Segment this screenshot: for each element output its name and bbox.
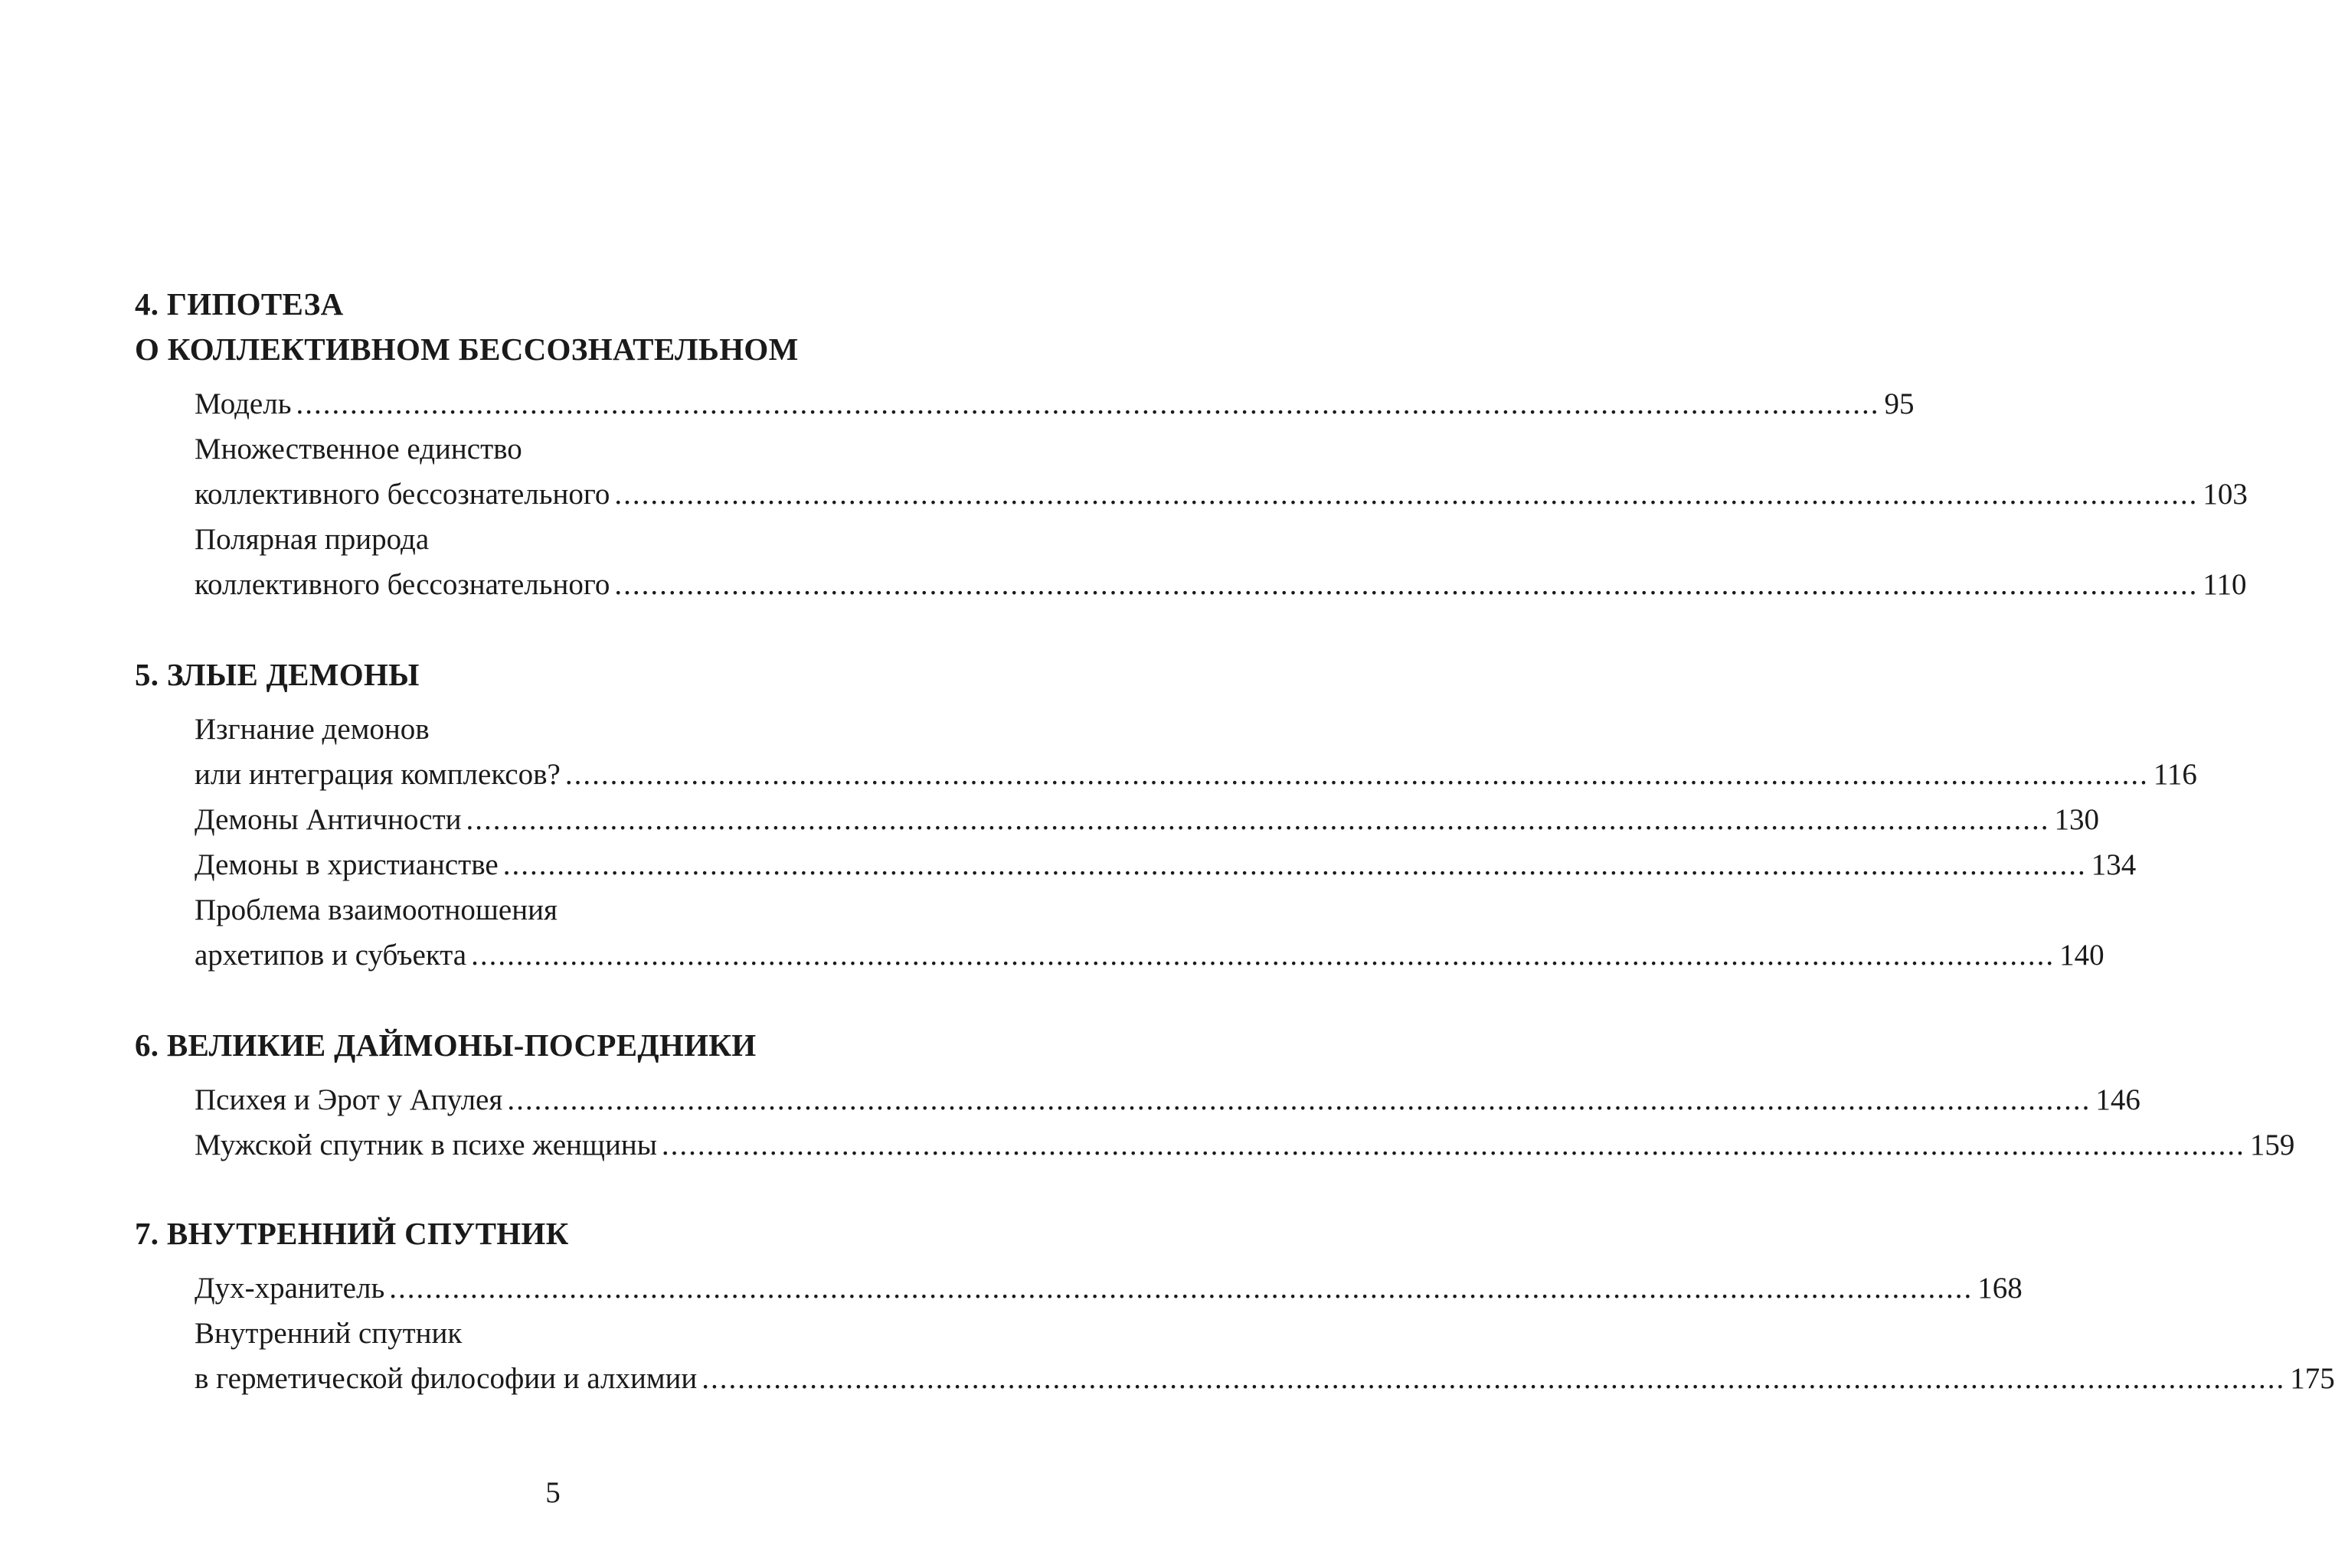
toc-entry-guardian-spirit[interactable] [195, 1266, 2023, 1311]
chapter-5-title: 5. ЗЛЫЕ ДЕМОНЫ [135, 657, 420, 692]
toc-entry-exorcism[interactable] [195, 752, 2197, 797]
dot-leader: ................................................................................................................................................................................ [296, 387, 1880, 420]
toc-entry-archetypes-subject[interactable] [195, 933, 2104, 978]
toc-entry-demons-christianity[interactable] [195, 842, 2137, 887]
toc-entry-page: 175 [2290, 1362, 2335, 1395]
dot-leader: ................................................................................................................................................................................ [701, 1362, 2286, 1395]
toc-entry-page: 103 [2203, 478, 2248, 511]
chapter-4-title-line1: 4. ГИПОТЕЗА [135, 286, 344, 322]
toc-entry-text: коллективного бессознательного [195, 568, 610, 601]
chapter-6-title: 6. ВЕЛИКИЕ ДАЙМОНЫ-ПОСРЕДНИКИ [135, 1027, 757, 1063]
dot-leader: ................................................................................................................................................................................ [502, 848, 2087, 881]
dot-leader: ................................................................................................................................................................................ [564, 758, 2149, 791]
toc-entry-text-line1: Внутренний спутник [195, 1317, 463, 1350]
toc-entry-page: 168 [1977, 1272, 2023, 1305]
toc-entry-text-line1: Проблема взаимоотношения [195, 893, 558, 926]
toc-entry-text: Демоны в христианстве [195, 848, 499, 881]
dot-leader: ................................................................................................................................................................................ [507, 1083, 2091, 1116]
toc-entry-psyche-eros[interactable] [195, 1077, 2140, 1122]
toc-entry-page: 134 [2091, 848, 2137, 881]
toc-entry-text-line1: Множественное единство [195, 433, 522, 466]
chapter-4-title-line2: О КОЛЛЕКТИВНОМ БЕССОЗНАТЕЛЬНОМ [135, 332, 799, 367]
toc-entry-text: Мужской спутник в психе женщины [195, 1129, 657, 1161]
toc-entry-page: 130 [2054, 803, 2100, 836]
toc-entry-demons-antiquity[interactable] [195, 797, 2100, 842]
dot-leader: ................................................................................................................................................................................ [661, 1129, 2245, 1161]
toc-entry-text: Дух-хранитель [195, 1272, 385, 1305]
toc-entry-text-line1: Изгнание демонов [195, 713, 430, 746]
toc-entry-text-line1: Полярная природа [195, 523, 430, 556]
toc-entry-multiple-unity[interactable] [195, 472, 2248, 517]
toc-entry-text: коллективного бессознательного [195, 478, 610, 511]
toc-entry-text: архетипов и субъекта [195, 939, 467, 972]
toc-entry-page: 116 [2153, 758, 2197, 791]
toc-entry-page: 159 [2249, 1129, 2295, 1161]
toc-entry-text: Модель [195, 387, 292, 420]
dot-leader: ................................................................................................................................................................................ [466, 803, 2050, 836]
toc-entry-male-companion[interactable] [195, 1122, 2295, 1168]
page-number: 5 [545, 1476, 561, 1509]
chapter-7-title: 7. ВНУТРЕННИЙ СПУТНИК [135, 1216, 569, 1251]
toc-entry-model[interactable] [195, 381, 1915, 426]
dot-leader: ................................................................................................................................................................................ [614, 478, 2199, 511]
toc-entry-polar-nature[interactable] [195, 562, 2247, 607]
toc-entry-page: 110 [2203, 568, 2247, 601]
toc-entry-page: 95 [1884, 387, 1915, 420]
toc-entry-hermetic-companion[interactable] [195, 1356, 2335, 1401]
dot-leader: ................................................................................................................................................................................ [471, 939, 2055, 972]
toc-entry-page: 146 [2095, 1083, 2140, 1116]
toc-entry-text: или интеграция комплексов? [195, 758, 561, 791]
dot-leader: ................................................................................................................................................................................ [614, 568, 2199, 601]
toc-entry-text: Психея и Эрот у Апулея [195, 1083, 503, 1116]
toc-entry-text: в герметической философии и алхимии [195, 1362, 698, 1395]
dot-leader: ................................................................................................................................................................................ [389, 1272, 1974, 1305]
toc-entry-page: 140 [2059, 939, 2104, 972]
toc-entry-text: Демоны Античности [195, 803, 462, 836]
